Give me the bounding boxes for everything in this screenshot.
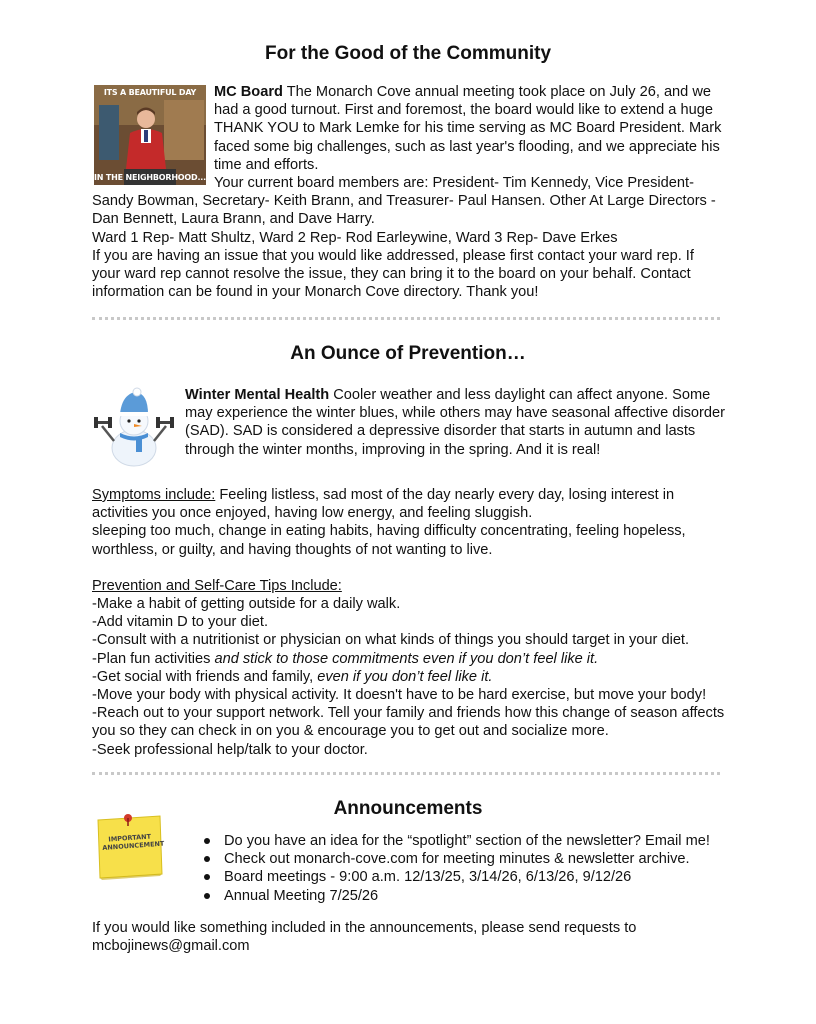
tip-item: -Make a habit of getting outside for a daily walk. — [92, 596, 401, 613]
tip-text: -Plan fun activities — [92, 650, 215, 667]
symptoms-text: Feeling listless, sad most of the day nearly every day, losing interest in activities you once enjoyed, having low energy, and feeling sluggish. — [92, 487, 675, 522]
announcements-footer — [92, 919, 726, 955]
tip-item: -Reach out to your support network. Tell your family and friends how this change of season affects you so they can check in on you & encourage you to get out and socialize more. — [92, 705, 725, 740]
section-divider — [92, 772, 720, 775]
symptoms-paragraph — [92, 486, 726, 522]
section-title-announcements: Announcements — [333, 798, 483, 819]
footer-text: If you would like something included in the announcements, please send requests to mcbojinews@gmail.com — [92, 920, 637, 955]
community-section-body — [92, 83, 726, 301]
symptoms-text-2: sleeping too much, change in eating habits, having difficulty concentrating, feeling hopeless, worthless, or guilty, and having thoughts of not wanting to live. — [92, 523, 686, 558]
tip-item: -Consult with a nutritionist or physician on what kinds of things you should target in your diet. — [92, 632, 690, 649]
tip-item — [92, 650, 726, 668]
symptoms-label: Symptoms include: — [92, 487, 216, 503]
tip-item: -Seek professional help/talk to your doctor. — [92, 741, 368, 758]
tip-item — [92, 668, 726, 686]
prevention-section-body — [92, 386, 726, 759]
contact-text: If you are having an issue that you would like addressed, please first contact your ward rep. If your ward rep cannot resolve the issue, they can bring it to the board on your behalf. Contact information can be found in your Monarch Cove directory. Thank you! — [92, 247, 694, 301]
board-members-text: Your current board members are: President- Tim Kennedy, Vice President- Sandy Bowman, Secretary- Keith Brann, and Treasurer- Paul Hansen. Other At Large Directors - Dan Bennett, Laura Brann, and Dave Harry. — [92, 175, 716, 228]
winter-health-paragraph — [92, 386, 726, 459]
list-item: Annual Meeting 7/25/26 — [200, 887, 740, 905]
board-text-1: The Monarch Cove annual meeting took place on July 26, and we had a good turnout. First and foremost, the board would like to extend a huge THANK YOU to Mark Lemke for his time serving as MC Board President. Mark faced some big challenges, such as last year's flooding, and we appreciate his time and efforts. — [214, 84, 722, 173]
neighborhood-photo — [94, 85, 206, 185]
tip-emphasis: and stick to those commitments even if you don’t feel like it. — [214, 650, 599, 667]
section-divider — [92, 317, 720, 320]
list-item: Check out monarch-cove.com for meeting minutes & newsletter archive. — [200, 850, 740, 868]
tip-text: -Get social with friends and family, — [92, 668, 318, 685]
winter-health-lead: Winter Mental Health — [185, 387, 330, 403]
photo-caption-bottom: IN THE NEIGHBORHOOD... — [94, 173, 206, 182]
neighbor-photo-art — [94, 85, 206, 185]
sticky-note-text: IMPORTANT ANNOUNCEMENT — [102, 832, 165, 852]
tip-item: -Move your body with physical activity. It doesn't have to be hard exercise, but move your body! — [92, 687, 707, 704]
ward-reps-text: Ward 1 Rep- Matt Shultz, Ward 2 Rep- Rod Earleywine, Ward 3 Rep- Dave Erkes — [92, 229, 618, 246]
tips-label: Prevention and Self-Care Tips Include: — [92, 577, 342, 594]
snowman-icon — [92, 386, 176, 468]
section-title-community: For the Good of the Community — [264, 43, 552, 64]
announcements-list — [200, 832, 740, 905]
section-title-prevention: An Ounce of Prevention… — [290, 343, 526, 364]
tip-item: -Add vitamin D to your diet. — [92, 614, 269, 631]
list-item: Board meetings - 9:00 a.m. 12/13/25, 3/14/26, 6/13/26, 9/12/26 — [200, 868, 740, 886]
important-announcement-note — [94, 812, 164, 882]
tip-emphasis: even if you don’t feel like it. — [317, 668, 493, 685]
winter-health-intro: Cooler weather and less daylight can affect anyone. Some may experience the winter blues, while others may have seasonal affective disorder (SAD). SAD is considered a depressive disorder that starts in autumn and lasts through the winter months, improving in the spring. And it is real! — [185, 387, 725, 458]
list-item: Do you have an idea for the “spotlight” section of the newsletter? Email me! — [200, 832, 740, 850]
board-lead: MC Board — [214, 84, 283, 100]
photo-caption-top: ITS A BEAUTIFUL DAY — [103, 88, 197, 97]
